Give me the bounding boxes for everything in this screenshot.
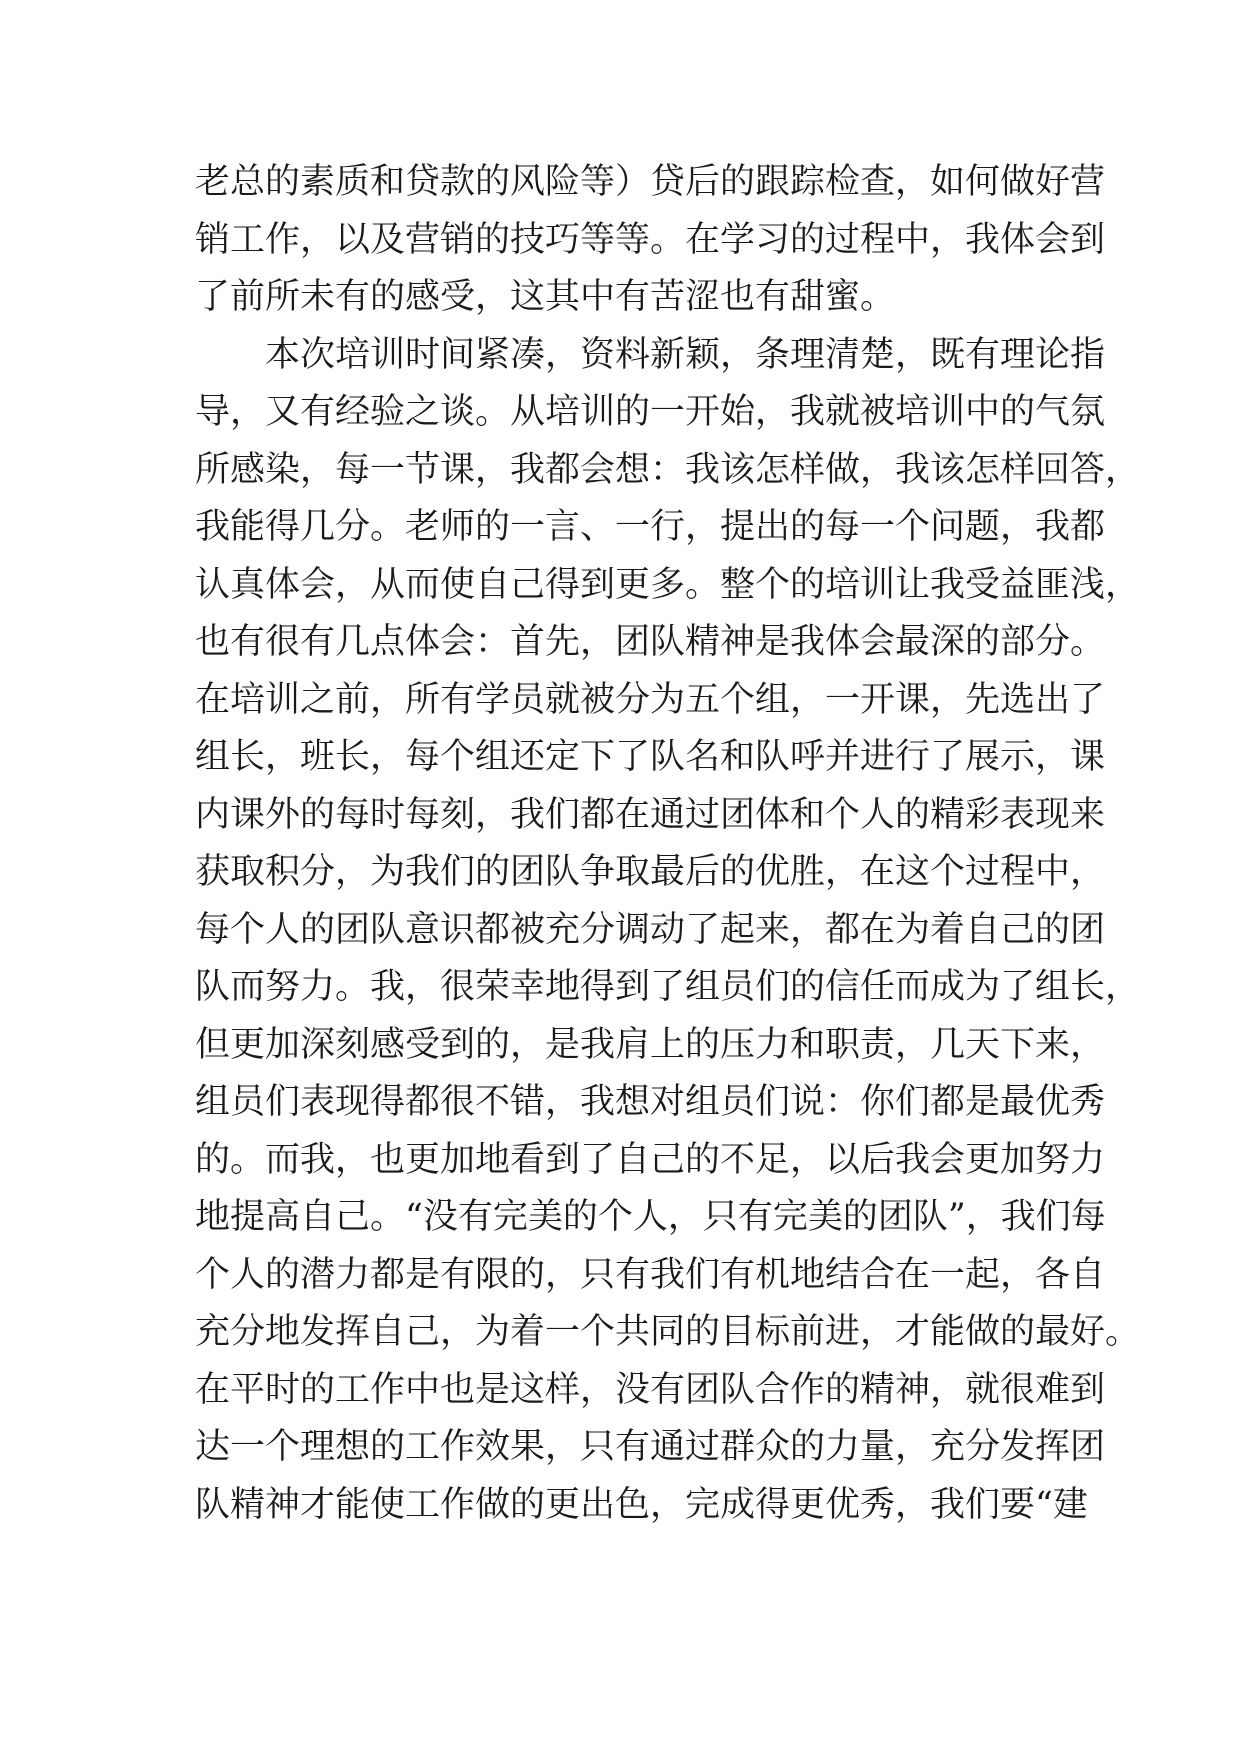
text-line: 但更加深刻感受到的，是我肩上的压力和职责，几天下来， xyxy=(195,1024,1106,1065)
text-line: 了前所未有的感受，这其中有苦涩也有甜蜜。 xyxy=(195,277,896,317)
text-line: 的。而我，也更加地看到了自己的不足，以后我会更加努力 xyxy=(195,1139,1106,1180)
text-line: 组员们表现得都很不错，我想对组员们说：你们都是最优秀 xyxy=(195,1082,1106,1122)
text-line: 每个人的团队意识都被充分调动了起来，都在为着自己的团 xyxy=(195,909,1106,950)
body-text xyxy=(195,154,1141,1534)
text-line: 老总的素质和贷款的风险等）贷后的跟踪检查，如何做好营 xyxy=(195,162,1106,202)
text-line: 所感染，每一节课，我都会想：我该怎样做，我该怎样回答， xyxy=(195,449,1141,490)
text-line: 认真体会，从而使自己得到更多。整个的培训让我受益匪浅， xyxy=(195,564,1141,605)
text-line: 导，又有经验之谈。从培训的一开始，我就被培训中的气氛 xyxy=(195,392,1106,432)
text-line: 达一个理想的工作效果，只有通过群众的力量，充分发挥团 xyxy=(195,1427,1106,1467)
text-line: 在培训之前，所有学员就被分为五个组，一开课，先选出了 xyxy=(195,679,1106,720)
text-line: 获取积分，为我们的团队争取最后的优胜，在这个过程中， xyxy=(195,852,1106,892)
text-line: 在平时的工作中也是这样，没有团队合作的精神，就很难到 xyxy=(195,1369,1106,1410)
text-line: 我能得几分。老师的一言、一行，提出的每一个问题，我都 xyxy=(195,507,1106,547)
paragraph-first-line: 本次培训时间紧凑，资料新颖，条理清楚，既有理论指 xyxy=(265,334,1106,375)
text-line: 充分地发挥自己，为着一个共同的目标前进，才能做的最好。 xyxy=(195,1312,1141,1352)
text-line: 队而努力。我，很荣幸地得到了组员们的信任而成为了组长， xyxy=(195,967,1141,1007)
text-line: 队精神才能使工作做的更出色，完成得更优秀，我们要“建 xyxy=(195,1484,1088,1525)
text-line: 也有很有几点体会：首先，团队精神是我体会最深的部分。 xyxy=(195,622,1106,662)
text-line: 组长，班长，每个组还定下了队名和队呼并进行了展示，课 xyxy=(195,737,1106,777)
text-line: 内课外的每时每刻，我们都在通过团体和个人的精彩表现来 xyxy=(195,794,1106,835)
text-line: 个人的潜力都是有限的，只有我们有机地结合在一起，各自 xyxy=(195,1254,1106,1295)
text-line: 地提高自己。“没有完美的个人，只有完美的团队”，我们每 xyxy=(195,1197,1106,1237)
text-line: 销工作，以及营销的技巧等等。在学习的过程中，我体会到 xyxy=(195,219,1106,260)
